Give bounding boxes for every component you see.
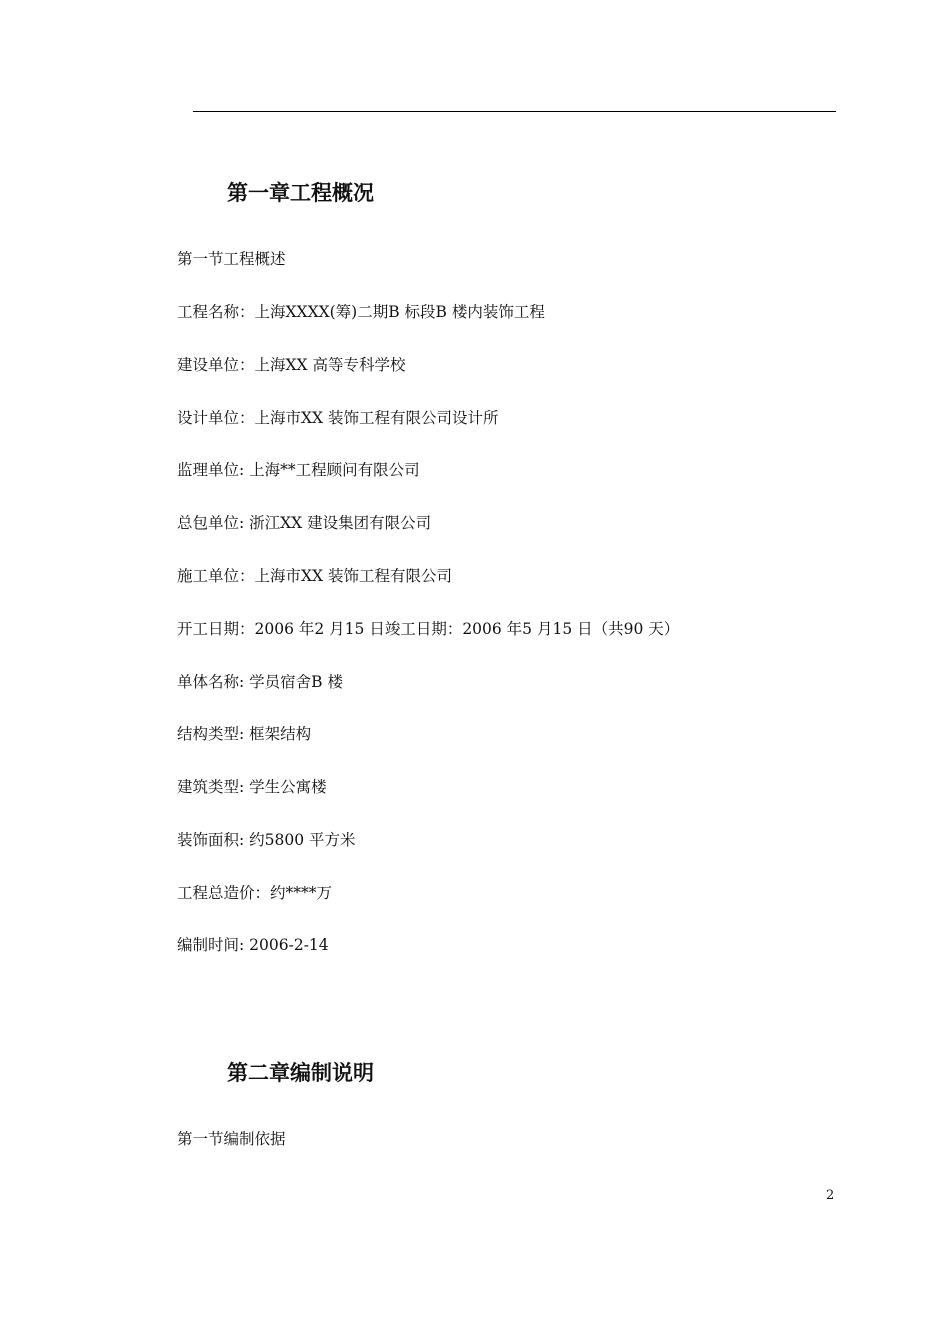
general-contractor-line: 总包单位: 浙江XX 建设集团有限公司 <box>177 514 432 532</box>
page-number: 2 <box>826 1188 835 1203</box>
builder-line: 施工单位：上海市XX 装饰工程有限公司 <box>177 567 452 585</box>
chapter-title: 第二章编制说明 <box>227 1061 374 1085</box>
client-line: 建设单位：上海XX 高等专科学校 <box>177 356 406 374</box>
section-title: 第一节工程概述 <box>177 250 286 268</box>
decoration-area-line: 装饰面积: 约5800 平方米 <box>177 831 356 849</box>
building-name-line: 单体名称: 学员宿舍B 楼 <box>177 673 343 691</box>
structure-type-line: 结构类型: 框架结构 <box>177 725 312 743</box>
supervisor-line: 监理单位: 上海**工程顾问有限公司 <box>177 461 420 479</box>
total-cost-line: 工程总造价：约****万 <box>177 884 333 902</box>
header-rule <box>193 111 836 112</box>
section-title: 第一节编制依据 <box>177 1130 286 1148</box>
building-type-line: 建筑类型: 学生公寓楼 <box>177 778 327 796</box>
designer-line: 设计单位：上海市XX 装饰工程有限公司设计所 <box>177 409 499 427</box>
schedule-line: 开工日期：2006 年2 月15 日竣工日期：2006 年5 月15 日（共90 天） <box>177 620 680 638</box>
project-name-line: 工程名称：上海XXXX(筹)二期B 标段B 楼内装饰工程 <box>177 303 545 321</box>
chapter-title: 第一章工程概况 <box>227 181 374 205</box>
compile-date-line: 编制时间: 2006-2-14 <box>177 936 329 954</box>
